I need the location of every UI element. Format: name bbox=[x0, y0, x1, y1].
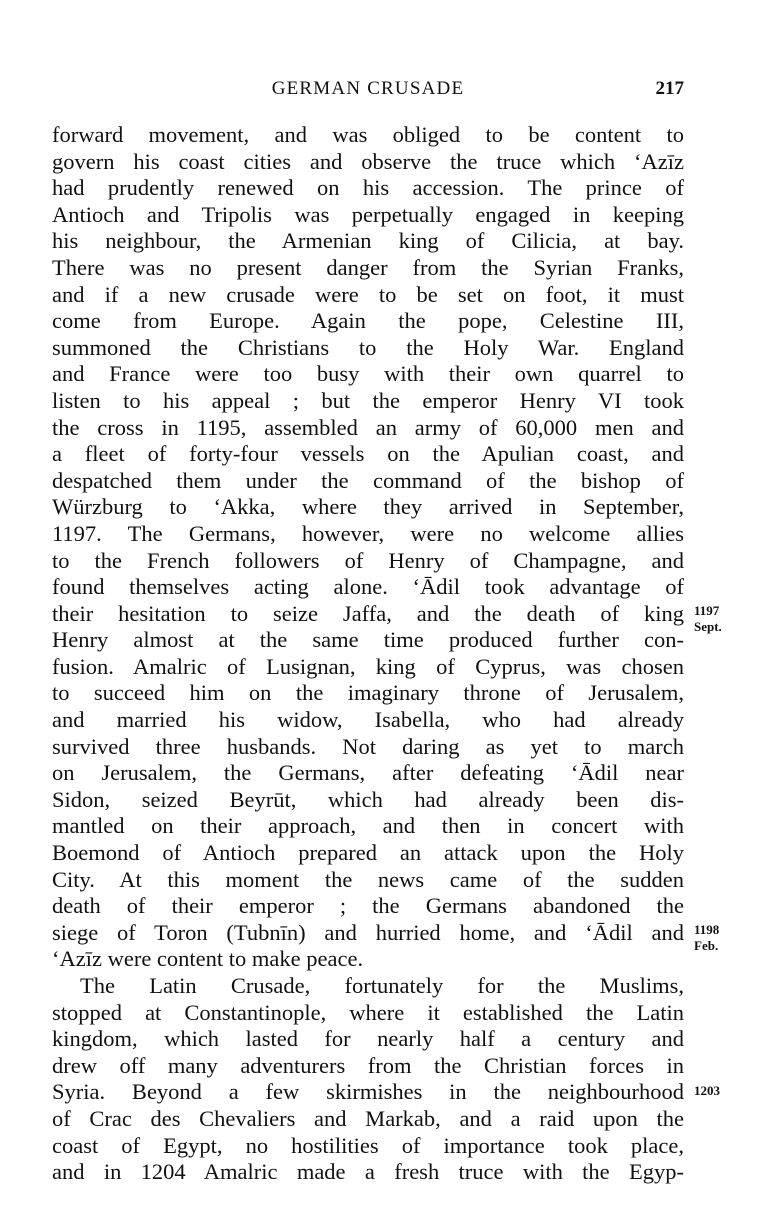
text-line: siege of Toron (Tubnīn) and hurried home, and ‘Ādil and bbox=[52, 919, 684, 945]
text-line: Antioch and Tripolis was perpetually engaged in keeping bbox=[52, 201, 684, 227]
margin-note-year: 1203 bbox=[694, 1083, 720, 1098]
text-line: and France were too busy with their own quarrel to bbox=[52, 361, 684, 387]
text-line: City. At this moment the news came of the sudden bbox=[52, 866, 684, 892]
text-line: There was no present danger from the Syrian Franks, bbox=[52, 254, 684, 280]
text-line: on Jerusalem, the Germans, after defeating ‘Ādil near bbox=[52, 760, 684, 786]
text-line: his neighbour, the Armenian king of Cilicia, at bay. bbox=[52, 228, 684, 254]
text-line: Henry almost at the same time produced further con- bbox=[52, 627, 684, 653]
text-line: summoned the Christians to the Holy War. England bbox=[52, 334, 684, 360]
running-head: GERMAN CRUSADE bbox=[271, 78, 465, 99]
text-line: coast of Egypt, no hostilities of importance took place, bbox=[52, 1132, 684, 1158]
text-line: and in 1204 Amalric made a fresh truce with the Egyp- bbox=[52, 1159, 684, 1185]
text-line: Boemond of Antioch prepared an attack upon the Holy bbox=[52, 840, 684, 866]
margin-note-year: 1198 bbox=[694, 922, 720, 937]
text-line: listen to his appeal ; but the emperor Henry VI took bbox=[52, 387, 684, 413]
text-line: death of their emperor ; the Germans abandoned the bbox=[52, 893, 684, 919]
text-line: of Crac des Chevaliers and Markab, and a raid upon the bbox=[52, 1105, 684, 1131]
text-line: The Latin Crusade, fortunately for the Muslims, bbox=[80, 973, 684, 998]
text-line: come from Europe. Again the pope, Celestine III, bbox=[52, 308, 684, 334]
text-line: Syria. Beyond a few skirmishes in the neighbourhood bbox=[52, 1079, 684, 1105]
text-line: survived three husbands. Not daring as yet to march bbox=[52, 733, 684, 759]
margin-note-year: 1197 bbox=[694, 603, 720, 618]
page-number: 217 bbox=[655, 78, 684, 99]
text-line: Würzburg to ‘Akka, where they arrived in September, bbox=[52, 494, 684, 520]
text-line: mantled on their approach, and then in concert with bbox=[52, 813, 684, 839]
text-line: to the French followers of Henry of Champagne, and bbox=[52, 547, 684, 573]
margin-note-month: Feb. bbox=[694, 938, 719, 953]
text-line: and if a new crusade were to be set on foot, it must bbox=[52, 281, 684, 307]
text-line: stopped at Constantinople, where it established the Latin bbox=[52, 999, 684, 1025]
text-line: Sidon, seized Beyrūt, which had already been dis- bbox=[52, 786, 684, 812]
text-line: despatched them under the command of the bishop of bbox=[52, 467, 684, 493]
text-line: a fleet of forty-four vessels on the Apulian coast, and bbox=[52, 441, 684, 467]
text-line: and married his widow, Isabella, who had already bbox=[52, 707, 684, 733]
text-line: forward movement, and was obliged to be content to bbox=[52, 122, 684, 147]
text-line: their hesitation to seize Jaffa, and the death of king bbox=[52, 600, 684, 626]
text-line: fusion. Amalric of Lusignan, king of Cyprus, was chosen bbox=[52, 653, 684, 679]
text-line: ‘Azīz were content to make peace. bbox=[52, 946, 364, 972]
page-header bbox=[52, 78, 684, 104]
text-line: to succeed him on the imaginary throne of Jerusalem, bbox=[52, 680, 684, 706]
margin-note-month: Sept. bbox=[694, 619, 722, 634]
text-line: kingdom, which lasted for nearly half a century and bbox=[52, 1026, 684, 1052]
text-line: found themselves acting alone. ‘Ādil took advantage of bbox=[52, 574, 684, 600]
text-line: 1197. The Germans, however, were no welcome allies bbox=[52, 520, 684, 546]
text-line: the cross in 1195, assembled an army of 60,000 men and bbox=[52, 414, 684, 440]
text-line: drew off many adventurers from the Christian forces in bbox=[52, 1052, 684, 1078]
text-line: govern his coast cities and observe the truce which ‘Azīz bbox=[52, 148, 684, 174]
body-text bbox=[52, 122, 722, 1186]
text-line: had prudently renewed on his accession. The prince of bbox=[52, 175, 684, 201]
